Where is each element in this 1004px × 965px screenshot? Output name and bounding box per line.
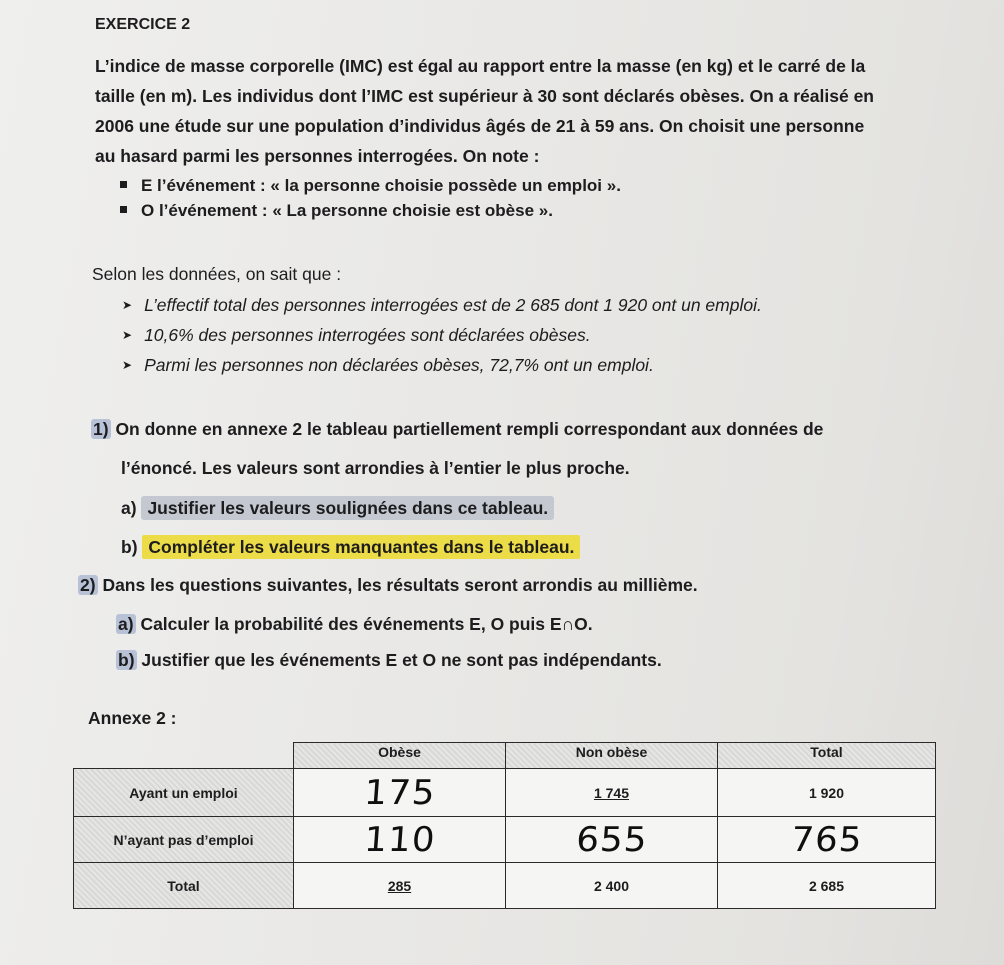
question-1 <box>91 419 823 440</box>
question-1a <box>121 498 554 519</box>
event-e-item <box>120 176 621 196</box>
arrow-bullet-icon: ➤ <box>122 328 133 342</box>
question-1-continuation: l’énoncé. Les valeurs sont arrondies à l’entier le plus proche. <box>121 458 630 478</box>
question-2b-text: Justifier que les événements E et O ne sont pas indépendants. <box>141 650 662 670</box>
underlined-value: 285 <box>387 877 412 894</box>
row-label-unemployed: N’ayant pas d’emploi <box>74 817 294 863</box>
cell-employed-obese <box>294 769 506 817</box>
question-number: a) <box>118 614 134 634</box>
question-number: b) <box>121 537 138 557</box>
question-number: a) <box>121 498 137 518</box>
question-1a-text: Justifier les valeurs soulignées dans ce tableau. <box>141 496 554 520</box>
cell-unemployed-obese <box>294 817 506 863</box>
table-row <box>74 817 936 863</box>
intro-line-2: taille (en m). Les individus dont l’IMC est supérieur à 30 sont déclarés obèses. On a réalisé en <box>95 86 874 106</box>
cell-employed-non-obese <box>506 769 718 817</box>
question-2 <box>78 575 698 596</box>
square-bullet-icon <box>120 206 127 213</box>
row-label-employed: Ayant un emploi <box>74 769 294 817</box>
col-header-obese: Obèse <box>294 743 506 769</box>
question-2b <box>116 650 662 671</box>
question-2a-text: Calculer la probabilité des événements E, O puis E∩O. <box>140 614 593 634</box>
exercise-title: EXERCICE 2 <box>95 16 191 33</box>
table-header-row <box>74 743 936 769</box>
handwritten-value: 175 <box>362 772 437 813</box>
table-row <box>74 769 936 817</box>
square-bullet-icon <box>120 181 127 188</box>
table-row <box>74 863 936 909</box>
col-header-non-obese: Non obèse <box>506 743 718 769</box>
given-item-3 <box>122 355 654 376</box>
cell-total-non-obese: 2 400 <box>506 863 718 909</box>
given-item-1 <box>122 295 762 316</box>
cell-total-obese <box>294 863 506 909</box>
intro-line-4: au hasard parmi les personnes interrogées. On note : <box>95 146 540 166</box>
table-corner <box>74 743 294 769</box>
given-text-1: L’effectif total des personnes interrogées est de 2 685 dont 1 920 ont un emploi. <box>144 295 762 315</box>
arrow-bullet-icon: ➤ <box>122 358 133 372</box>
question-2a <box>116 614 593 635</box>
annex-title: Annexe 2 : <box>88 708 177 728</box>
arrow-bullet-icon: ➤ <box>122 298 133 312</box>
question-1-text: On donne en annexe 2 le tableau partiellement rempli correspondant aux données de <box>115 419 824 439</box>
annex-table <box>73 742 936 909</box>
question-number: b) <box>118 650 135 670</box>
event-o-text: O l’événement : « La personne choisie est obèse ». <box>141 201 553 220</box>
given-item-2 <box>122 325 591 346</box>
handwritten-value: 110 <box>362 819 437 860</box>
data-intro: Selon les données, on sait que : <box>92 264 342 284</box>
cell-employed-total: 1 920 <box>718 769 936 817</box>
question-number: 1) <box>93 419 109 439</box>
question-2-text: Dans les questions suivantes, les résultats seront arrondis au millième. <box>102 575 698 595</box>
question-1b-text: Compléter les valeurs manquantes dans le tableau. <box>142 535 580 559</box>
given-text-2: 10,6% des personnes interrogées sont déclarées obèses. <box>144 325 591 345</box>
given-text-3: Parmi les personnes non déclarées obèses, 72,7% ont un emploi. <box>144 355 654 375</box>
col-header-total: Total <box>718 743 936 769</box>
intro-line-3: 2006 une étude sur une population d’individus âgés de 21 à 59 ans. On choisit une personne <box>95 116 865 136</box>
event-o-item <box>120 201 553 221</box>
question-1b <box>121 537 580 558</box>
underlined-value: 1 745 <box>593 784 630 801</box>
intro-line-1: L’indice de masse corporelle (IMC) est égal au rapport entre la masse (en kg) et le carré de la <box>95 56 866 76</box>
event-e-text: E l’événement : « la personne choisie possède un emploi ». <box>141 176 621 195</box>
cell-grand-total: 2 685 <box>718 863 936 909</box>
handwritten-value: 655 <box>574 819 649 860</box>
row-label-total: Total <box>74 863 294 909</box>
cell-unemployed-total <box>718 817 936 863</box>
cell-unemployed-non-obese <box>506 817 718 863</box>
handwritten-value: 765 <box>789 819 864 860</box>
question-number: 2) <box>80 575 96 595</box>
